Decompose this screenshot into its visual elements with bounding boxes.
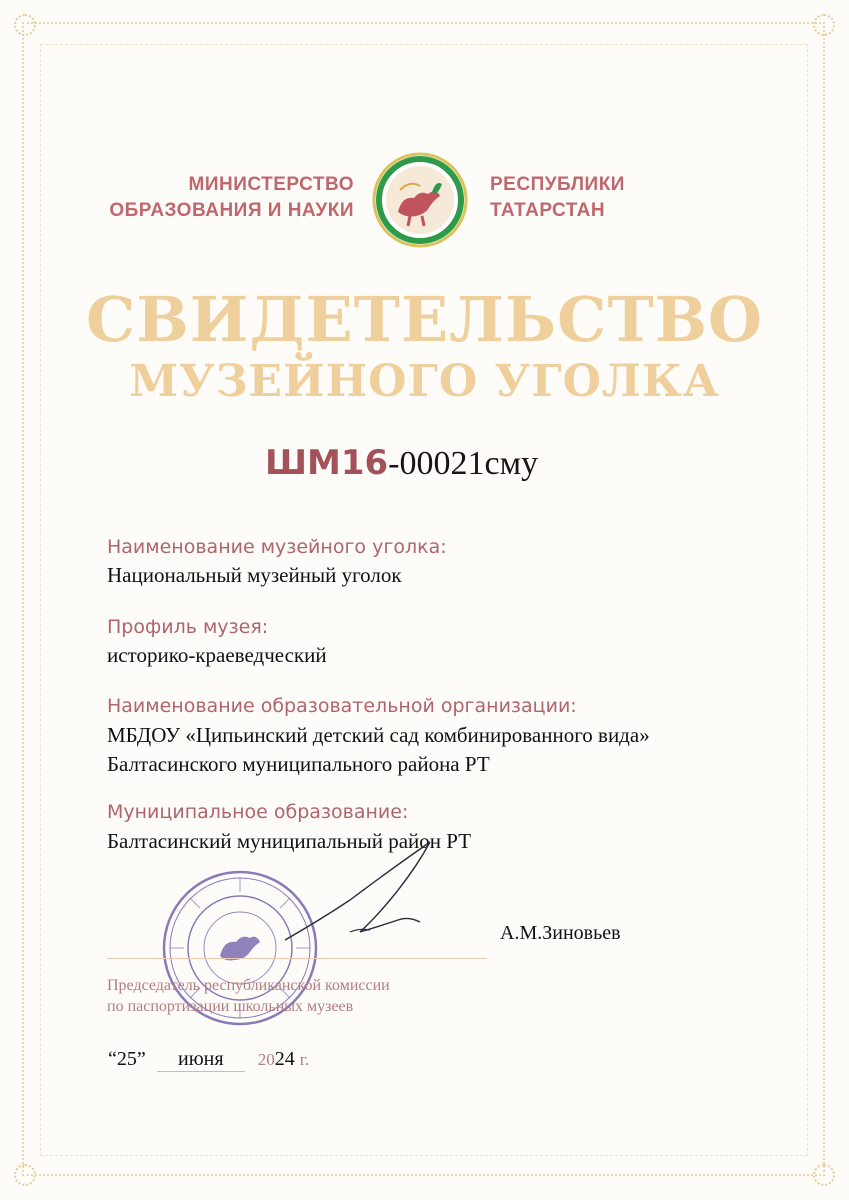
date-year-prefix: 20: [257, 1050, 275, 1069]
ministry-name: [109, 172, 354, 224]
certificate-title: СВИДЕТЕЛЬСТВО: [86, 283, 763, 356]
republic-name: [490, 172, 625, 224]
signer-name: А.М.Зиновьев: [500, 922, 621, 944]
date-day: “25”: [108, 1048, 146, 1070]
certificate-subtitle: МУЗЕЙНОГО УГОЛКА: [129, 356, 720, 407]
municipality-value: Балтасинский муниципальный район РТ: [107, 829, 472, 853]
corner-ornament: [14, 14, 36, 36]
tatarstan-emblem-icon: [370, 150, 470, 250]
signer-position-line-2: по паспортизации школьных музеев: [107, 998, 354, 1015]
certificate-number-suffix: -00021сму: [388, 445, 539, 482]
certificate-number: [265, 443, 538, 484]
organization-value-line-2: Балтасинского муниципального района РТ: [107, 752, 490, 776]
ministry-line-2: ОБРАЗОВАНИЯ И НАУКИ: [109, 200, 354, 221]
date-year-abbrev: г.: [299, 1050, 310, 1069]
republic-line-1: РЕСПУБЛИКИ: [490, 174, 625, 195]
profile-label: Профиль музея:: [107, 616, 269, 638]
municipality-label: Муниципальное образование:: [107, 801, 409, 823]
signer-position: [107, 975, 507, 1017]
signature-line: [107, 958, 487, 959]
museum-name-label: Наименование музейного уголка:: [107, 536, 447, 558]
profile-value: историко-краеведческий: [107, 643, 327, 667]
organization-value-line-1: МБДОУ «Ципьинский детский сад комбинированного вида»: [107, 723, 650, 747]
signer-position-line-1: Председатель республиканской комиссии: [107, 977, 390, 994]
handwritten-signature: [280, 830, 480, 960]
ministry-line-1: МИНИСТЕРСТВО: [188, 174, 354, 195]
museum-name-value: Национальный музейный уголок: [107, 563, 402, 587]
organization-label: Наименование образовательной организации:: [107, 695, 577, 717]
corner-ornament: [813, 1164, 835, 1186]
corner-ornament: [14, 1164, 36, 1186]
date-year-suffix: 24: [274, 1048, 295, 1070]
corner-ornament: [813, 14, 835, 36]
issue-date: [108, 1048, 309, 1072]
certificate-number-prefix: ШМ16: [265, 443, 389, 483]
republic-line-2: ТАТАРСТАН: [490, 200, 606, 221]
date-month: июня: [157, 1048, 245, 1072]
